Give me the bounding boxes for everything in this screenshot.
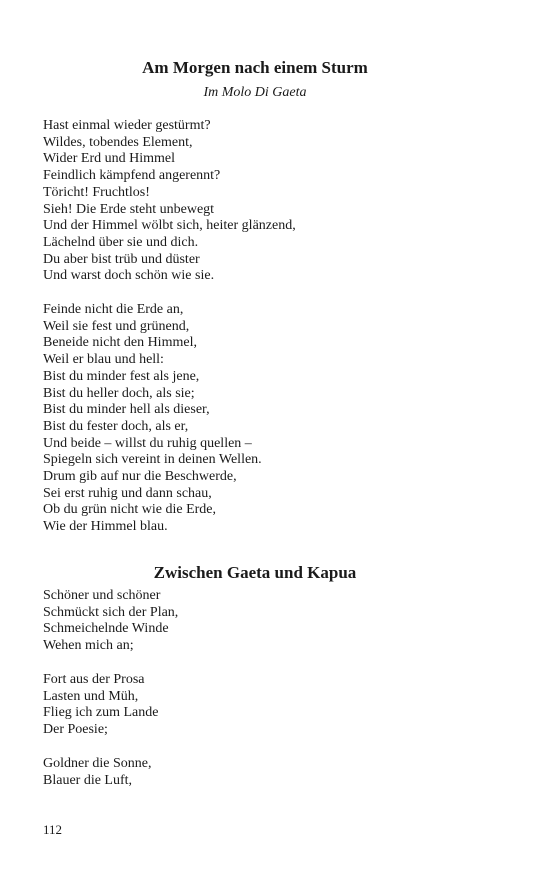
poem-line: Wehen mich an; xyxy=(43,638,134,654)
poem-line: Schmeichelnde Winde xyxy=(43,621,169,637)
poem-line: Lasten und Müh, xyxy=(43,688,139,704)
poem-line: Wildes, tobendes Element, xyxy=(43,134,193,150)
poem-line: Feinde nicht die Erde an, xyxy=(43,302,184,317)
poem-line: Du aber bist trüb und düster xyxy=(43,251,200,267)
poem-line: Fort aus der Prosa xyxy=(43,672,145,687)
poem-line: Der Poesie; xyxy=(43,722,108,738)
poem-line: Feindlich kämpfend angerennt? xyxy=(43,168,221,184)
poem-line: Und der Himmel wölbt sich, heiter glänzend, xyxy=(43,218,296,234)
poem-line: Bist du minder fest als jene, xyxy=(43,368,200,384)
poem-line: Töricht! Fruchtlos! xyxy=(43,184,150,200)
poem-line: Flieg ich zum Lande xyxy=(43,705,159,721)
poem-line: Spiegeln sich vereint in deinen Wellen. xyxy=(43,452,262,468)
poem-line: Drum gib auf nur die Beschwerde, xyxy=(43,469,237,485)
poem-line: Bist du heller doch, als sie; xyxy=(43,385,195,401)
poem-line: Weil sie fest und grünend, xyxy=(43,318,190,334)
stanza xyxy=(43,672,158,739)
poem-subtitle: Im Molo Di Gaeta xyxy=(203,85,307,100)
page-number: 112 xyxy=(43,822,63,837)
poem-line: Beneide nicht den Himmel, xyxy=(43,335,197,351)
stanza xyxy=(43,302,262,536)
poem-title: Am Morgen nach einem Sturm xyxy=(142,58,368,77)
poem-line: Schöner und schöner xyxy=(43,588,161,603)
poem-line: Sieh! Die Erde steht unbewegt xyxy=(43,201,215,217)
poem-line: Wie der Himmel blau. xyxy=(43,519,168,535)
poem-line: Bist du fester doch, als er, xyxy=(43,418,189,434)
poem-line: Sei erst ruhig und dann schau, xyxy=(43,485,212,501)
stanza xyxy=(43,588,178,655)
poem-line: Bist du minder hell als dieser, xyxy=(43,402,210,418)
poem-line: Und warst doch schön wie sie. xyxy=(43,268,215,284)
poem-line: Ob du grün nicht wie die Erde, xyxy=(43,502,217,518)
poem-title: Zwischen Gaeta und Kapua xyxy=(153,563,357,582)
poem-line: Wider Erd und Himmel xyxy=(43,151,176,167)
poem-line: Und beide – willst du ruhig quellen – xyxy=(43,435,252,451)
stanza xyxy=(43,118,296,285)
poem-line: Schmückt sich der Plan, xyxy=(43,604,179,620)
poem-line: Weil er blau und hell: xyxy=(43,352,164,368)
poem-line: Hast einmal wieder gestürmt? xyxy=(43,118,211,133)
stanza xyxy=(43,756,151,789)
poem-line: Lächelnd über sie und dich. xyxy=(43,234,199,250)
poem-line: Blauer die Luft, xyxy=(43,772,133,788)
poem-line: Goldner die Sonne, xyxy=(43,756,152,771)
